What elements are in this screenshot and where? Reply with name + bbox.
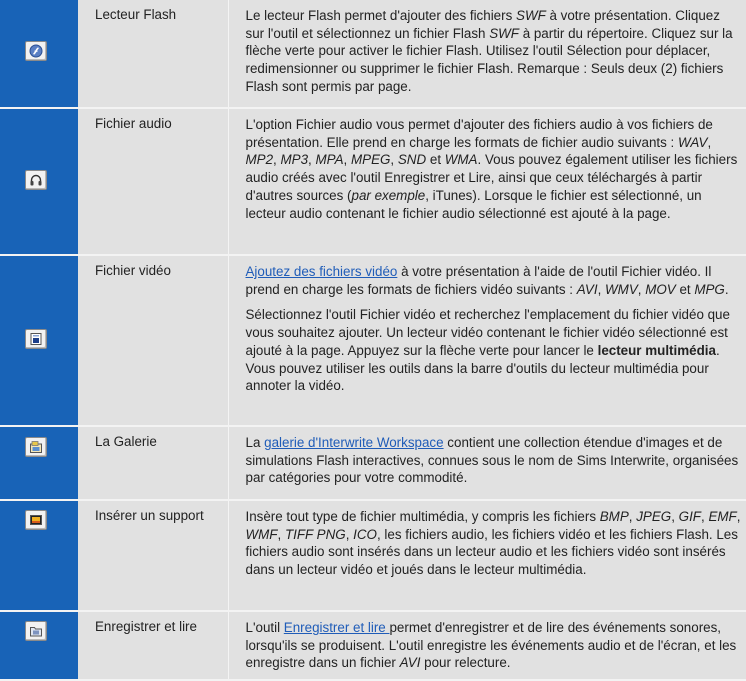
video-file-icon[interactable] xyxy=(25,329,47,349)
italic-text: WMF xyxy=(245,526,278,542)
gallery-icon[interactable] xyxy=(25,437,47,457)
tool-name-cell xyxy=(78,426,228,500)
text-run: et xyxy=(675,281,695,297)
text-run: Insère tout type de fichier multimédia, y compris les fichiers xyxy=(245,509,600,524)
italic-text: WMA xyxy=(444,152,478,168)
text-run: , xyxy=(736,509,741,524)
description-paragraph xyxy=(246,306,743,395)
icon-cell xyxy=(0,611,78,680)
inline-link[interactable]: Enregistrer et lire xyxy=(283,620,390,635)
icon-cell xyxy=(0,0,78,108)
text-run: La xyxy=(245,435,265,450)
italic-text: SWF xyxy=(489,25,519,41)
description-paragraph xyxy=(246,7,743,96)
description-paragraph xyxy=(246,619,743,672)
text-run: , xyxy=(345,526,354,542)
icon-cell xyxy=(0,255,78,426)
tool-name: Fichier vidéo xyxy=(95,263,171,278)
italic-text: MPA xyxy=(315,152,344,168)
text-run: pour relecture. xyxy=(420,655,511,671)
tool-name: Insérer un support xyxy=(95,508,204,523)
flash-player-icon[interactable] xyxy=(25,41,47,61)
tool-description xyxy=(228,108,746,255)
italic-text: JPEG xyxy=(636,509,672,524)
italic-text: GIF xyxy=(678,509,701,524)
italic-text: WAV xyxy=(677,134,708,150)
table-row-inserer-un-support xyxy=(0,500,746,611)
text-run: , xyxy=(273,152,281,168)
italic-text: SND xyxy=(397,152,427,168)
table-row-enregistrer-et-lire xyxy=(0,611,746,680)
insert-media-icon[interactable] xyxy=(25,510,47,530)
description-paragraph xyxy=(246,116,743,222)
text-run: Le lecteur Flash permet d'ajouter des fichiers xyxy=(245,8,517,23)
text-run: , iTunes). Lorsque le fichier est sélectionné, un lecteur audio contenant le fichier audio sélectionné est ajouté à la page. xyxy=(245,187,702,221)
record-play-icon[interactable] xyxy=(25,621,47,641)
text-run: , xyxy=(308,152,316,168)
text-run: , xyxy=(597,281,606,297)
text-run: , xyxy=(671,509,679,524)
text-run: , xyxy=(390,152,398,168)
tool-description xyxy=(228,426,746,500)
description-paragraph xyxy=(246,263,743,298)
table-row-la-galerie xyxy=(0,426,746,500)
italic-text: ICO xyxy=(353,526,377,542)
text-run: et xyxy=(426,152,445,168)
tool-name-cell xyxy=(78,500,228,611)
text-run: à votre présentation. Cliquez sur l'outil et sélectionnez un fichier Flash xyxy=(245,8,720,41)
text-run: , xyxy=(701,509,709,524)
icon-cell xyxy=(0,426,78,500)
tool-name-cell xyxy=(78,108,228,255)
table-row-fichier-audio xyxy=(0,108,746,255)
italic-text: TIFF PNG xyxy=(284,526,346,542)
description-paragraph xyxy=(246,434,743,487)
italic-text: MP3 xyxy=(280,152,309,168)
italic-text: MPEG xyxy=(350,152,391,168)
tool-description xyxy=(228,611,746,680)
text-run: L'outil xyxy=(245,620,284,635)
italic-text: SWF xyxy=(516,8,546,23)
icon-cell xyxy=(0,108,78,255)
italic-text: par exemple xyxy=(351,187,426,203)
text-run: contient une collection étendue d'images et de simulations Flash interactives, connues sous le nom de Sims Interwrite, organisées par catégories pour votre commodité. xyxy=(245,435,739,486)
inline-link[interactable]: Ajoutez des fichiers vidéo xyxy=(245,264,398,279)
tool-description xyxy=(228,0,746,108)
italic-text: WMV xyxy=(605,281,638,297)
text-run: , xyxy=(628,509,637,524)
italic-text: AVI xyxy=(576,281,598,297)
description-paragraph xyxy=(246,508,743,579)
tool-name: Fichier audio xyxy=(95,116,172,131)
inline-link[interactable]: galerie d'Interwrite Workspace xyxy=(264,435,444,450)
headphones-icon[interactable] xyxy=(25,170,47,190)
text-run: Sélectionnez l'outil Fichier vidéo et recherchez l'emplacement du fichier vidéo que vous souhaitez ajouter. Un lecteur vidéo contenant le fichier vidéo sélectionné est ajouté à la page. Appuyez sur la flèche verte pour lancer le xyxy=(245,307,730,358)
tool-name-cell xyxy=(78,255,228,426)
table-row-fichier-video xyxy=(0,255,746,426)
italic-text: MP2 xyxy=(245,152,274,168)
tool-description xyxy=(228,255,746,426)
tool-name-cell xyxy=(78,0,228,108)
text-run: L'option Fichier audio vous permet d'ajouter des fichiers audio à vos fichiers de présentation. Elle prend en charge les formats de fichier audio suivants : xyxy=(245,117,713,150)
tool-name: Enregistrer et lire xyxy=(95,619,197,634)
italic-text: EMF xyxy=(708,509,737,524)
text-run: à votre présentation à l'aide de l'outil Fichier vidéo. Il prend en charge les formats de fichiers vidéo suivants : xyxy=(245,264,712,297)
text-run: , xyxy=(637,281,646,297)
table-row-lecteur-flash xyxy=(0,0,746,108)
text-run: , les fichiers audio, les fichiers vidéo et les fichiers Flash. Les fichiers audio sont insérés dans un lecteur audio et les fichiers vidéo sont insérés dans un lecteur vidéo et joués dans le lecteur multimédia. xyxy=(245,526,738,578)
text-run: . Vous pouvez également utiliser les fichiers audio créés avec l'outil Enregistrer et Lire, ainsi que ceux téléchargés à partir d'autres sources ( xyxy=(245,152,738,203)
text-run: , xyxy=(343,152,351,168)
bold-text: lecteur multimédia xyxy=(597,342,716,358)
tool-name: La Galerie xyxy=(95,434,157,449)
text-run: , xyxy=(277,526,285,542)
tool-name: Lecteur Flash xyxy=(95,7,177,22)
italic-text: MPG xyxy=(694,281,725,297)
icon-cell xyxy=(0,500,78,611)
text-run: à partir du répertoire. Cliquez sur la flèche verte pour activer le fichier Flash. Utilisez l'outil Sélection pour déplacer, redimensionner ou supprimer le fichier Flash. Remarque : Seuls deux (2) fichiers Flash sont permis par page. xyxy=(245,25,733,94)
text-run: , xyxy=(707,134,712,150)
text-run: . xyxy=(724,281,729,297)
italic-text: MOV xyxy=(645,281,676,297)
tool-name-cell xyxy=(78,611,228,680)
italic-text: AVI xyxy=(399,655,421,671)
text-run: . Vous pouvez utiliser les outils dans la barre d'outils du lecteur multimédia pour annoter la vidéo. xyxy=(245,342,720,394)
text-run: permet d'enregistrer et de lire des événements sonores, lorsqu'ils se produisent. L'outil enregistre les événements audio et de l'écran, et les enregistre dans un fichier xyxy=(245,620,737,671)
tool-description xyxy=(228,500,746,611)
italic-text: BMP xyxy=(599,509,629,524)
